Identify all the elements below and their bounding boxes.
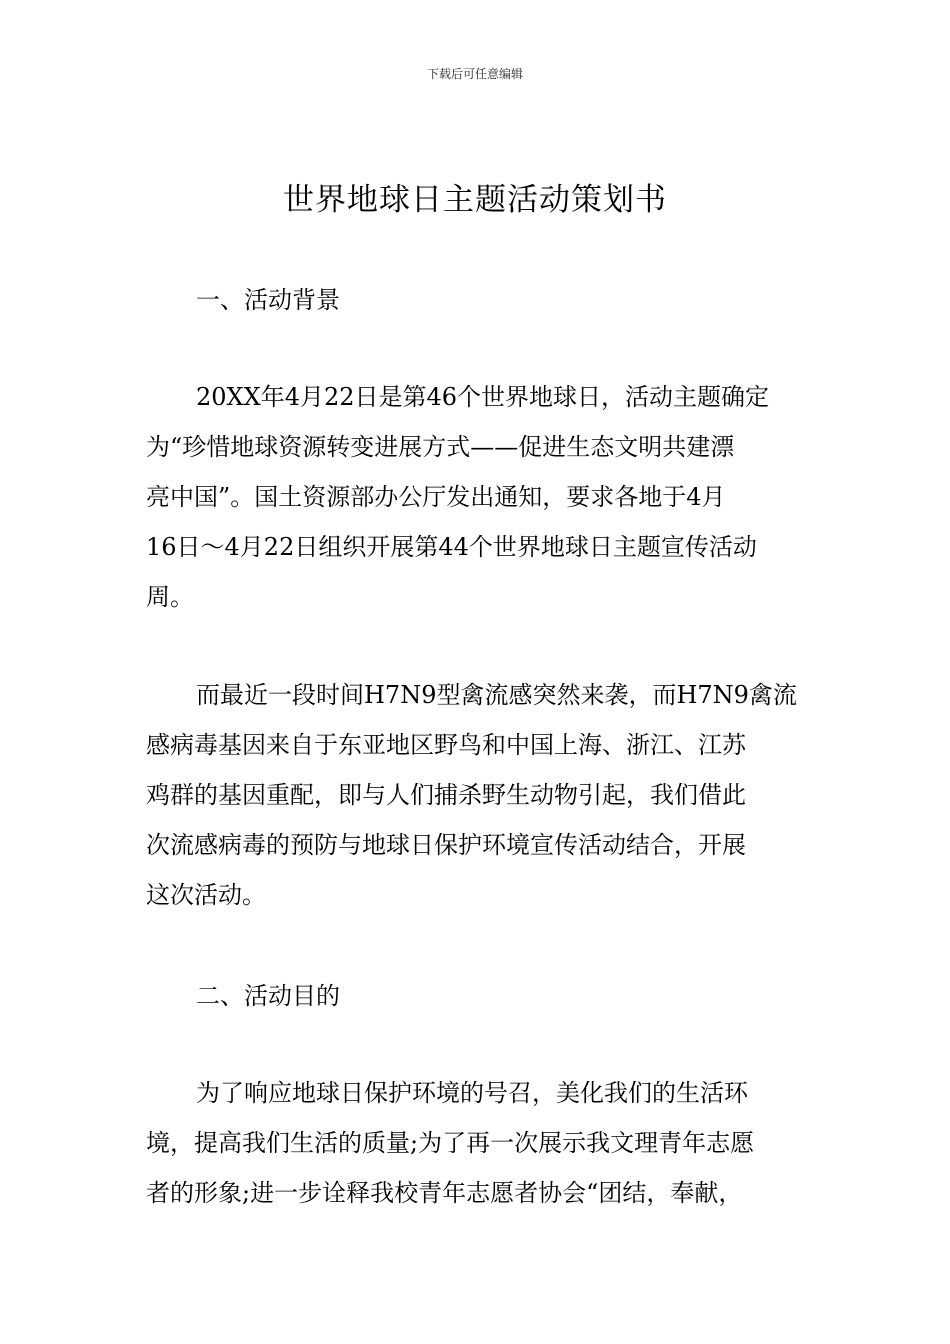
paragraph-line: 为了响应地球日保护环境的号召，美化我们的生活环 bbox=[196, 1079, 748, 1107]
paragraph-line: 境，提高我们生活的质量;为了再一次展示我文理青年志愿 bbox=[146, 1129, 755, 1157]
paragraph-background-1 bbox=[146, 372, 806, 622]
paragraph-line: 感病毒基因来自于东亚地区野鸟和中国上海、浙江、江苏 bbox=[146, 731, 746, 759]
paragraph-purpose-1 bbox=[146, 1068, 806, 1218]
paragraph-line: 16日～4月22日组织开展第44个世界地球日主题宣传活动 bbox=[146, 533, 757, 561]
paragraph-line: 鸡群的基因重配，即与人们捕杀野生动物引起，我们借此 bbox=[146, 781, 746, 809]
paragraph-line: 周。 bbox=[146, 583, 194, 611]
header-note: 下载后可任意编辑 bbox=[426, 67, 523, 81]
paragraph-line: 20XX年4月22日是第46个世界地球日，活动主题确定 bbox=[196, 383, 770, 411]
paragraph-line: 者的形象;进一步诠释我校青年志愿者协会“团结，奉献， bbox=[146, 1179, 743, 1207]
section-heading-background: 一、活动背景 bbox=[196, 286, 340, 314]
paragraph-background-2 bbox=[146, 670, 806, 920]
paragraph-line: 亮中国”。国土资源部办公厅发出通知，要求各地于4月 bbox=[146, 483, 726, 511]
paragraph-line: 而最近一段时间H7N9型禽流感突然来袭，而H7N9禽流 bbox=[196, 681, 797, 709]
paragraph-line: 这次活动。 bbox=[146, 881, 266, 909]
paragraph-line: 次流感病毒的预防与地球日保护环境宣传活动结合，开展 bbox=[146, 831, 746, 859]
paragraph-line: 为“珍惜地球资源转变进展方式——促进生态文明共建漂 bbox=[146, 433, 735, 461]
section-heading-purpose: 二、活动目的 bbox=[196, 982, 340, 1010]
document-title: 世界地球日主题活动策划书 bbox=[283, 182, 667, 218]
